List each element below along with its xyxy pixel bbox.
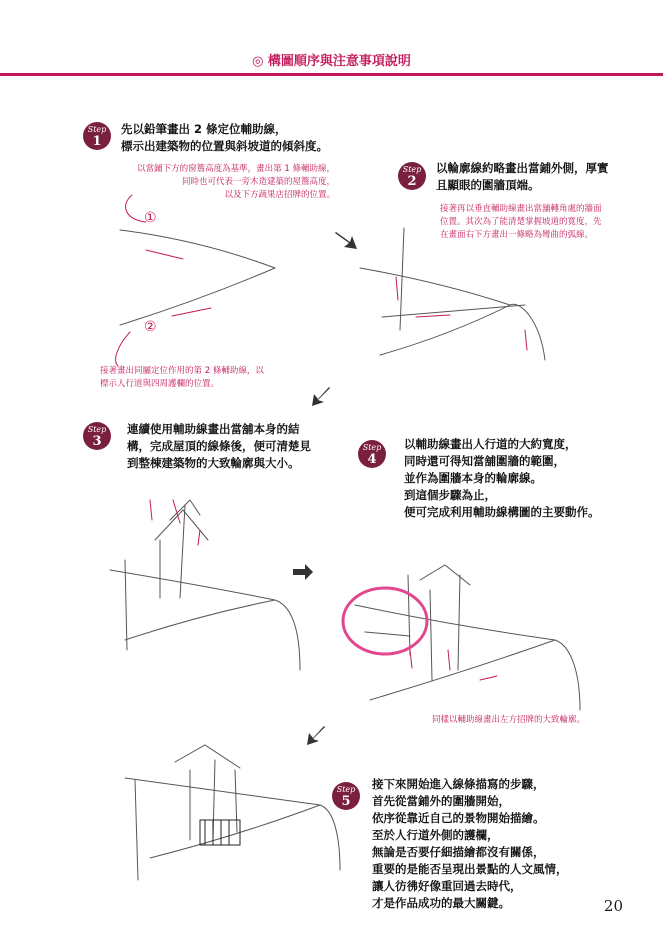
note-line: 接著畫出同屬定位作用的第 2 條輔助線，以 [100, 366, 264, 376]
step-4-line: 便可完成利用輔助線構圖的主要動作。 [404, 505, 600, 519]
step-5-line: 才是作品成功的最大關鍵。 [372, 896, 510, 910]
step-5-sketch [125, 745, 340, 880]
step-4-line: 同時還可得知當舖圍牆的範圍， [404, 454, 565, 468]
note-line: 標示人行道與四周護欄的位置。 [100, 379, 220, 389]
step-2-number: 2 [407, 174, 417, 189]
step-4-line: 以輔助線畫出人行道的大約寬度， [404, 437, 577, 451]
step-5-line: 接下來開始進入線條描寫的步驟， [372, 777, 545, 791]
step-4-sketch [343, 565, 580, 710]
step-1-line: 先以鉛筆畫出 2 條定位輔助線， [121, 122, 287, 136]
step-5-line: 至於人行道外側的護欄， [372, 828, 499, 842]
step-1-number: 1 [92, 134, 102, 149]
page-title: ◎ 構圖順序與注意事項說明 [252, 54, 411, 69]
arrow-icon [307, 726, 325, 745]
arrow-icon [293, 564, 313, 580]
step-1-sketch [116, 195, 275, 366]
step-3-line: 到整棟建築物的大致輪廓與大小。 [127, 456, 300, 470]
step-3-sketch [110, 500, 300, 670]
note-line: 同時也可代表一旁木造建築的屋簷高度， [181, 177, 335, 187]
step-2-line: 以輪廓線約略畫出當鋪外側，厚實 [436, 161, 609, 175]
step-2-line: 且顯眼的圍牆頂端。 [436, 178, 540, 192]
note-line: 接著再以垂直輔助線畫出當舖轉角處的牆面 [440, 204, 602, 214]
step-5-word: Step [336, 785, 356, 794]
step-5-line: 無論是否要仔細描繪都沒有關係， [372, 845, 545, 859]
step-2-word: Step [402, 165, 422, 174]
note-line: 位置。其次為了能清楚掌握坡道的寬度，先 [440, 217, 602, 227]
step-3-number: 3 [92, 434, 102, 449]
step-4-line: 到這個步驟為止， [404, 488, 496, 502]
step-4-word: Step [362, 443, 382, 452]
step-4-number: 4 [367, 452, 377, 467]
marker-1: ① [144, 210, 157, 226]
step-3-word: Step [87, 425, 107, 434]
step-5-line: 首先從當鋪外的圍牆開始， [372, 794, 510, 808]
step-4-line: 並作為圍牆本身的輪廓線。 [404, 471, 542, 485]
step-3-line: 連續使用輔助線畫出當舖本身的結 [127, 422, 300, 436]
step-5-line: 依序從靠近自己的景物開始描繪。 [372, 811, 545, 825]
note-line: 以當鋪下方的窗簷高度為基準，畫出第 1 條輔助線， [137, 164, 335, 174]
step-5-line: 重要的是能否呈現出景點的人文風情， [372, 862, 568, 876]
note-line: 在畫面右下方畫出一條略為彎曲的弧線。 [440, 230, 594, 240]
step-3-line: 構，完成屋頂的線條後，便可清楚見 [127, 439, 311, 453]
step-5-number: 5 [341, 794, 351, 809]
marker-2: ② [144, 319, 157, 335]
page-number: 20 [603, 897, 623, 915]
step-2-sketch [360, 228, 545, 360]
step-1-word: Step [87, 125, 107, 134]
step-5-line: 讓人彷彿好像重回過去時代， [372, 879, 522, 893]
step-1-line: 標示出建築物的位置與斜坡道的傾斜度。 [121, 139, 328, 153]
note-sign: 同樣以輔助線畫出左方招牌的大致輪廓。 [432, 715, 586, 725]
arrow-icon [312, 387, 330, 406]
arrow-icon [335, 232, 357, 249]
note-line: 以及下方蔬果店招牌的位置。 [224, 190, 335, 200]
